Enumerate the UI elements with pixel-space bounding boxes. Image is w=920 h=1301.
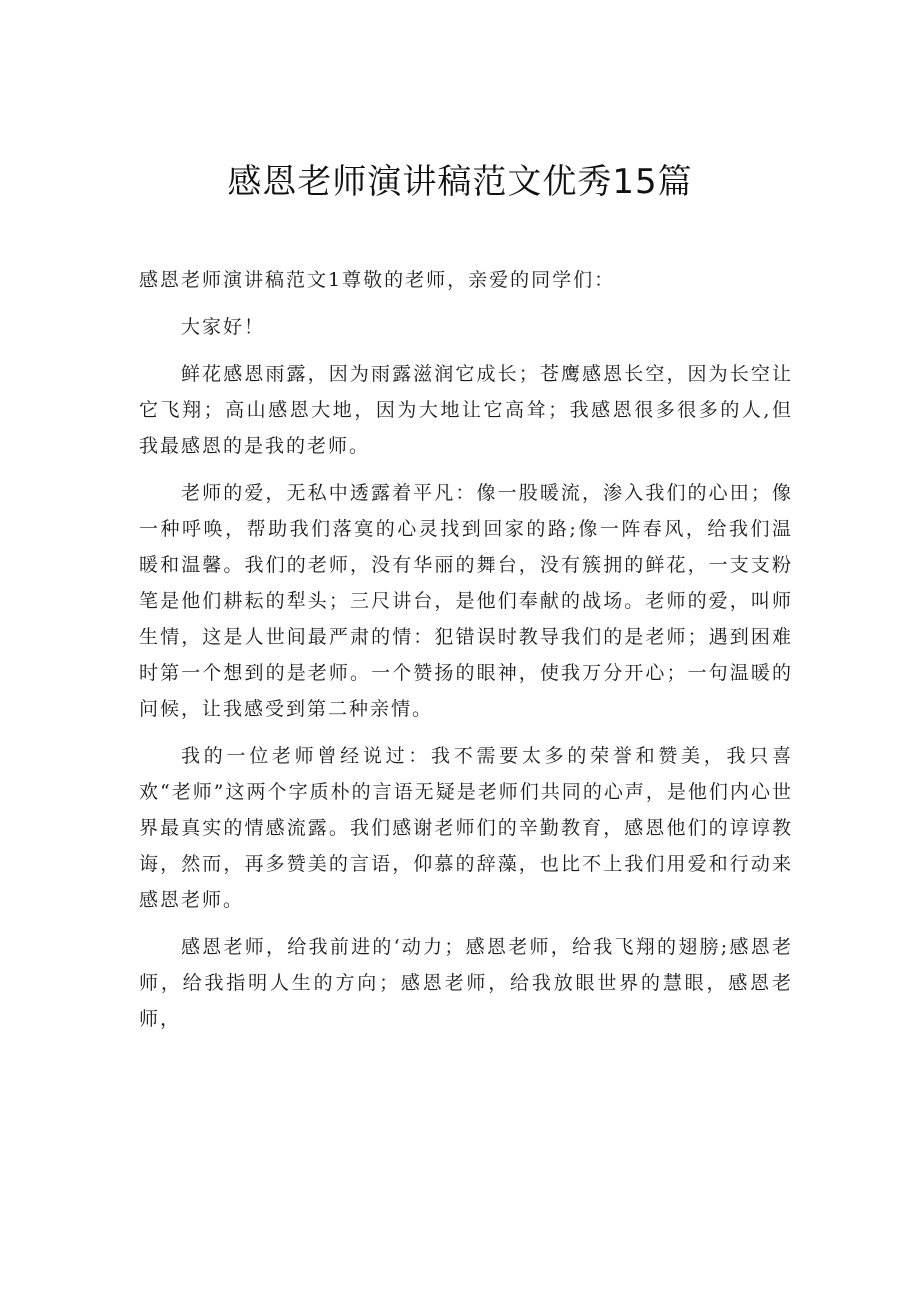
document-body <box>139 262 793 1048</box>
body-paragraph: 感恩老师，给我前进的‘动力；感恩老师，给我飞翔的翅膀;感恩老师，给我指明人生的方向；感恩老师，给我放眼世界的慧眼，感恩老师， <box>139 936 793 1030</box>
body-paragraph: 我的一位老师曾经说过：我不需要太多的荣誉和赞美，我只喜欢“老师”这两个字质朴的言语无疑是老师们共同的心声，是他们内心世界最真实的情感流露。我们感谢老师们的辛勤教育，感恩他们的谆谆教诲，然而，再多赞美的言语，仰慕的辞藻，也比不上我们用爱和行动来感恩老师。 <box>139 745 793 911</box>
document-title: 感恩老师演讲稿范文优秀15篇 <box>227 162 693 202</box>
body-paragraph: 鲜花感恩雨露，因为雨露滋润它成长；苍鹰感恩长空，因为长空让它飞翔；高山感恩大地，因为大地让它高耸；我感恩很多很多的人,但我最感恩的是我的老师。 <box>139 363 793 457</box>
body-paragraph: 大家好！ <box>181 316 266 338</box>
body-paragraph: 老师的爱，无私中透露着平凡：像一股暖流，渗入我们的心田；像一种呼唤，帮助我们落寞的心灵找到回家的路;像一阵春风，给我们温暖和温馨。我们的老师，没有华丽的舞台，没有簇拥的鲜花，一支支粉笔是他们耕耘的犁头；三尺讲台，是他们奉献的战场。老师的爱，叫师生情，这是人世间最严肃的情：犯错误时教导我们的是老师；遇到困难时第一个想到的是老师。一个赞扬的眼神，使我万分开心；一句温暖的问候，让我感受到第二种亲情。 <box>139 482 793 720</box>
body-paragraph: 感恩老师演讲稿范文1尊敬的老师，亲爱的同学们： <box>139 269 616 291</box>
